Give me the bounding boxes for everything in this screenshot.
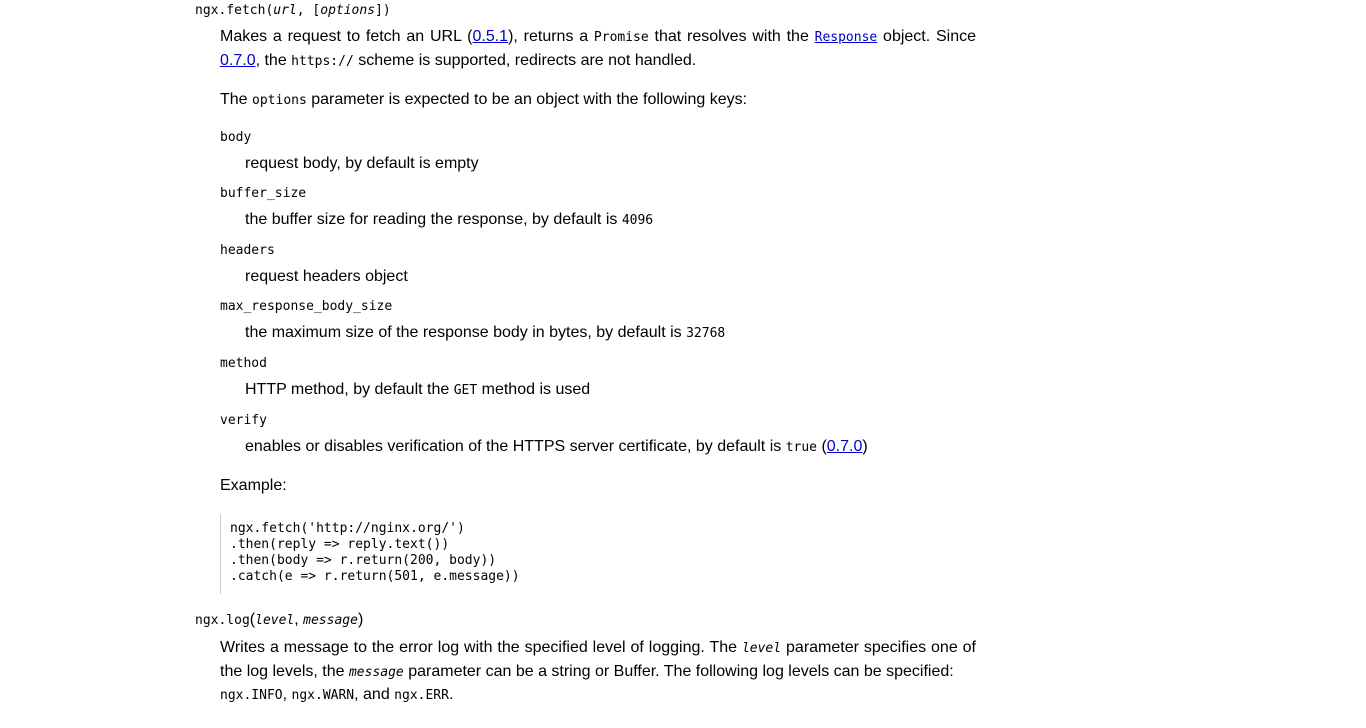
option-desc-method <box>245 379 590 402</box>
fetch-description <box>220 25 976 73</box>
fetch-desc-text: scheme is supported, redirects are not handled. <box>353 52 697 69</box>
log-desc-text: parameter specifies one of the log levels, the <box>220 639 977 680</box>
log-sig-level: level <box>255 613 295 628</box>
log-level-sep: , and <box>354 686 395 703</box>
fetch-sig-url: url <box>273 3 297 18</box>
fetch-sig-end: ]) <box>375 3 391 18</box>
option-desc-max-response-body-size <box>245 322 725 345</box>
level-code: level <box>741 641 782 656</box>
log-levels <box>220 684 453 707</box>
option-desc-text: request body, by default is empty <box>245 155 479 172</box>
fetch-sig-name: ngx.fetch( <box>195 3 274 18</box>
option-desc-body <box>245 153 479 175</box>
log-level-info: ngx.INFO <box>220 688 283 703</box>
option-default-value: GET <box>453 383 478 398</box>
message-code: message <box>348 665 404 680</box>
version-link-0-5-1[interactable]: 0.5.1 <box>472 28 509 45</box>
option-desc-text: enables or disables verification of the HTTPS server certificate, by default is <box>245 438 786 455</box>
response-link[interactable]: Response <box>814 30 878 45</box>
option-default-value: 32768 <box>686 326 726 341</box>
fetch-sig-mid: , [ <box>296 3 321 18</box>
log-signature <box>195 610 363 631</box>
https-code: https:// <box>291 54 354 69</box>
fetch-desc-text: ), returns a <box>508 28 594 45</box>
option-desc-text: the buffer size for reading the response, by default is <box>245 211 622 228</box>
log-sig-paren: ) <box>357 611 364 628</box>
option-desc-text: the maximum size of the response body in bytes, by default is <box>245 324 687 341</box>
option-desc-text: request headers object <box>245 268 408 285</box>
options-intro <box>220 88 976 112</box>
option-key-buffer-size: buffer_size <box>220 186 307 201</box>
example-label: Example: <box>220 477 287 494</box>
log-sig-message: message <box>303 613 358 628</box>
option-desc-text: ( <box>817 438 827 455</box>
option-key-body: body <box>220 130 252 145</box>
fetch-desc-text: that resolves with the <box>648 28 815 45</box>
fetch-desc-text: object. Since <box>877 28 976 45</box>
option-key-max-response-body-size: max_response_body_size <box>220 299 393 314</box>
log-level-sep: . <box>448 686 454 703</box>
log-level-err: ngx.ERR <box>394 688 449 703</box>
promise-code: Promise <box>593 30 649 45</box>
fetch-desc-text: , the <box>255 52 292 69</box>
code-line: .then(body => r.return(200, body)) <box>230 553 497 568</box>
option-key-headers: headers <box>220 243 275 258</box>
fetch-desc-text: Makes a request to fetch an URL ( <box>220 28 473 45</box>
option-desc-headers <box>245 266 408 288</box>
options-intro-text: parameter is expected to be an object with the following keys: <box>306 91 748 108</box>
log-level-sep: , <box>282 686 292 703</box>
code-example <box>220 514 960 594</box>
log-desc-text: parameter can be a string or Buffer. The following log levels can be specified: <box>403 663 954 680</box>
log-sig-paren: ( <box>249 611 256 628</box>
log-level-warn: ngx.WARN <box>291 688 355 703</box>
version-link-0-7-0[interactable]: 0.7.0 <box>220 52 256 69</box>
option-desc-buffer-size <box>245 209 653 232</box>
log-desc-text: Writes a message to the error log with the specified level of logging. The <box>220 639 742 656</box>
code-line: .catch(e => r.return(501, e.message)) <box>230 569 520 584</box>
option-desc-text: ) <box>862 438 868 455</box>
fetch-signature <box>195 0 391 21</box>
option-desc-text: method is used <box>477 381 591 398</box>
version-link-0-7-0[interactable]: 0.7.0 <box>826 438 863 455</box>
option-desc-text: HTTP method, by default the <box>245 381 454 398</box>
option-default-value: true <box>785 440 817 455</box>
code-line: ngx.fetch('http://nginx.org/') <box>230 521 465 536</box>
option-default-value: 4096 <box>621 213 654 228</box>
log-sig-comma: , <box>294 611 304 628</box>
option-desc-verify <box>245 436 868 459</box>
fetch-sig-options: options <box>320 3 376 18</box>
log-description <box>220 636 976 684</box>
code-line: .then(reply => reply.text()) <box>230 537 450 552</box>
options-intro-text: The <box>220 91 253 108</box>
option-key-method: method <box>220 356 267 371</box>
options-code: options <box>252 93 307 108</box>
log-sig-name: ngx.log <box>195 613 250 628</box>
option-key-verify: verify <box>220 413 267 428</box>
